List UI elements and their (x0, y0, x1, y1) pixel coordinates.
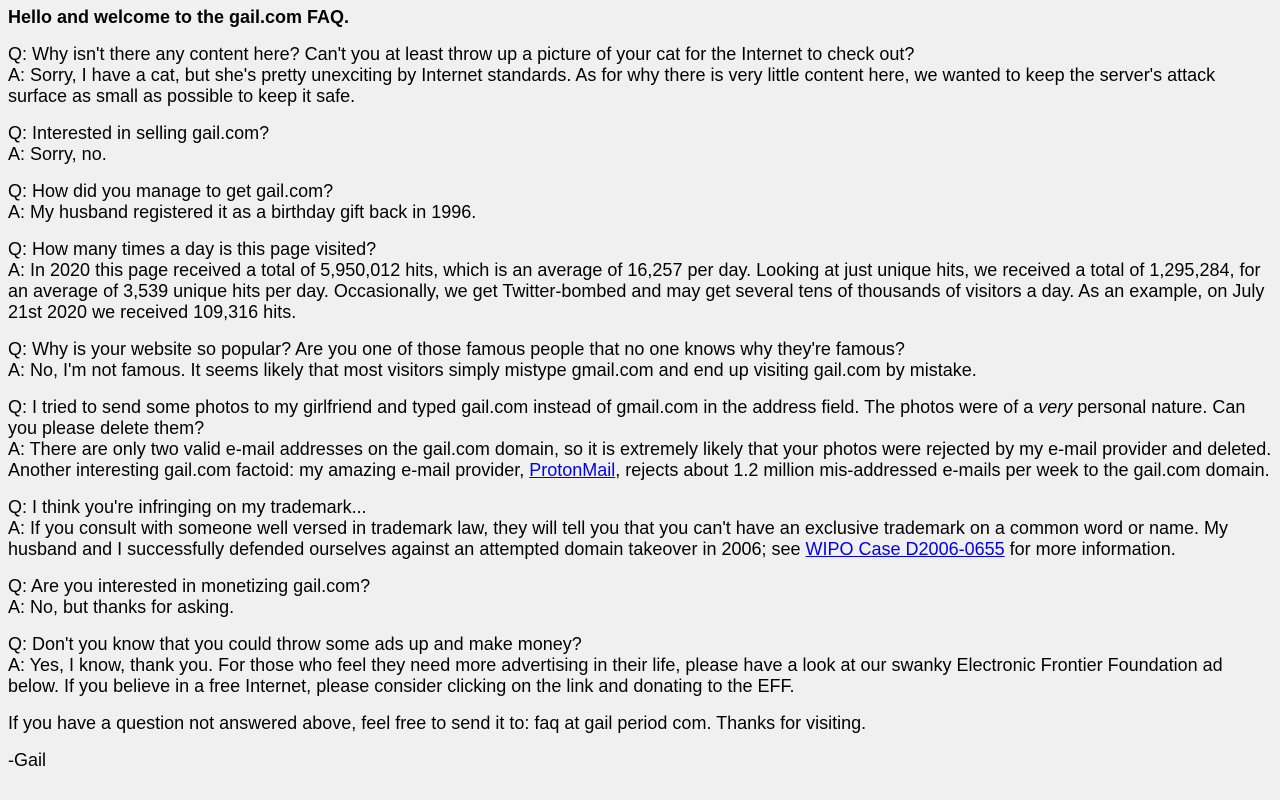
faq-question (8, 397, 1272, 439)
faq-item-photos (8, 397, 1272, 481)
faq-question-post: personal nature. Can you please delete them? (8, 397, 1246, 438)
faq-item-trademark (8, 497, 1272, 560)
faq-question: Q: How many times a day is this page visited? (8, 239, 377, 259)
protonmail-link[interactable]: ProtonMail (529, 460, 616, 480)
faq-item-acquisition (8, 181, 1272, 223)
faq-answer: A: No, I'm not famous. It seems likely that most visitors simply mistype gmail.com and end up visiting gail.com by mistake. (8, 360, 977, 380)
faq-item-popularity (8, 339, 1272, 381)
faq-question: Q: Why isn't there any content here? Can't you at least throw up a picture of your cat for the Internet to check out? (8, 44, 915, 64)
faq-answer: A: My husband registered it as a birthday gift back in 1996. (8, 202, 477, 222)
faq-answer: A: Sorry, I have a cat, but she's pretty unexciting by Internet standards. As for why there is very little content here, we wanted to keep the server's attack surface as small as possible to keep it safe. (8, 65, 1216, 106)
faq-answer: A: In 2020 this page received a total of 5,950,012 hits, which is an average of 16,257 per day. Looking at just unique hits, we received a total of 1,295,284, for an average of 3,539 unique hits per day. Occasionally, we get Twitter-bombed and may get several tens of thousands of visitors a day. As an example, on July 21st 2020 we received 109,316 hits. (8, 260, 1265, 322)
signature: -Gail (8, 750, 47, 770)
closing-note: If you have a question not answered above, feel free to send it to: faq at gail period com. Thanks for visiting. (8, 713, 867, 733)
faq-item-cat (8, 44, 1272, 107)
faq-question: Q: Interested in selling gail.com? (8, 123, 270, 143)
faq-item-monetizing (8, 576, 1272, 618)
faq-answer-post: for more information. (1004, 539, 1176, 559)
faq-answer-pre: A: If you consult with someone well versed in trademark law, they will tell you that you can't have an exclusive trademark on a common word or name. My husband and I successfully defended ourselves against an attempted domain takeover in 2006; see (8, 518, 1228, 559)
faq-question: Q: Why is your website so popular? Are you one of those famous people that no one knows why they're famous? (8, 339, 905, 359)
faq-item-selling (8, 123, 1272, 165)
faq-answer: A: No, but thanks for asking. (8, 597, 235, 617)
faq-answer (8, 518, 1272, 560)
wipo-case-link[interactable]: WIPO Case D2006-0655 (805, 539, 1005, 559)
faq-question: Q: I think you're infringing on my trademark... (8, 497, 367, 517)
faq-answer-pre: A: There are only two valid e-mail addresses on the gail.com domain, so it is extremely likely that your photos were rejected by my e-mail provider and deleted. Another interesting gail.com factoid: my amazing e-mail provider, (8, 439, 1272, 480)
faq-item-visits (8, 239, 1272, 323)
faq-answer (8, 439, 1272, 481)
faq-answer-post: , rejects about 1.2 million mis-addressed e-mails per week to the gail.com domain. (615, 460, 1270, 480)
faq-question: Q: How did you manage to get gail.com? (8, 181, 334, 201)
faq-answer: A: Sorry, no. (8, 144, 107, 164)
faq-question: Q: Don't you know that you could throw some ads up and make money? (8, 634, 582, 654)
page-title: Hello and welcome to the gail.com FAQ. (8, 7, 350, 27)
faq-item-ads (8, 634, 1272, 697)
faq-question-pre: Q: I tried to send some photos to my girlfriend and typed gail.com instead of gmail.com in the address field. The photos were of a (8, 397, 1039, 417)
faq-answer: A: Yes, I know, thank you. For those who feel they need more advertising in their life, please have a look at our swanky Electronic Frontier Foundation ad below. If you believe in a free Internet, please consider clicking on the link and donating to the EFF. (8, 655, 1223, 696)
faq-question: Q: Are you interested in monetizing gail.com? (8, 576, 371, 596)
faq-question-emphasis: very (1038, 397, 1073, 417)
